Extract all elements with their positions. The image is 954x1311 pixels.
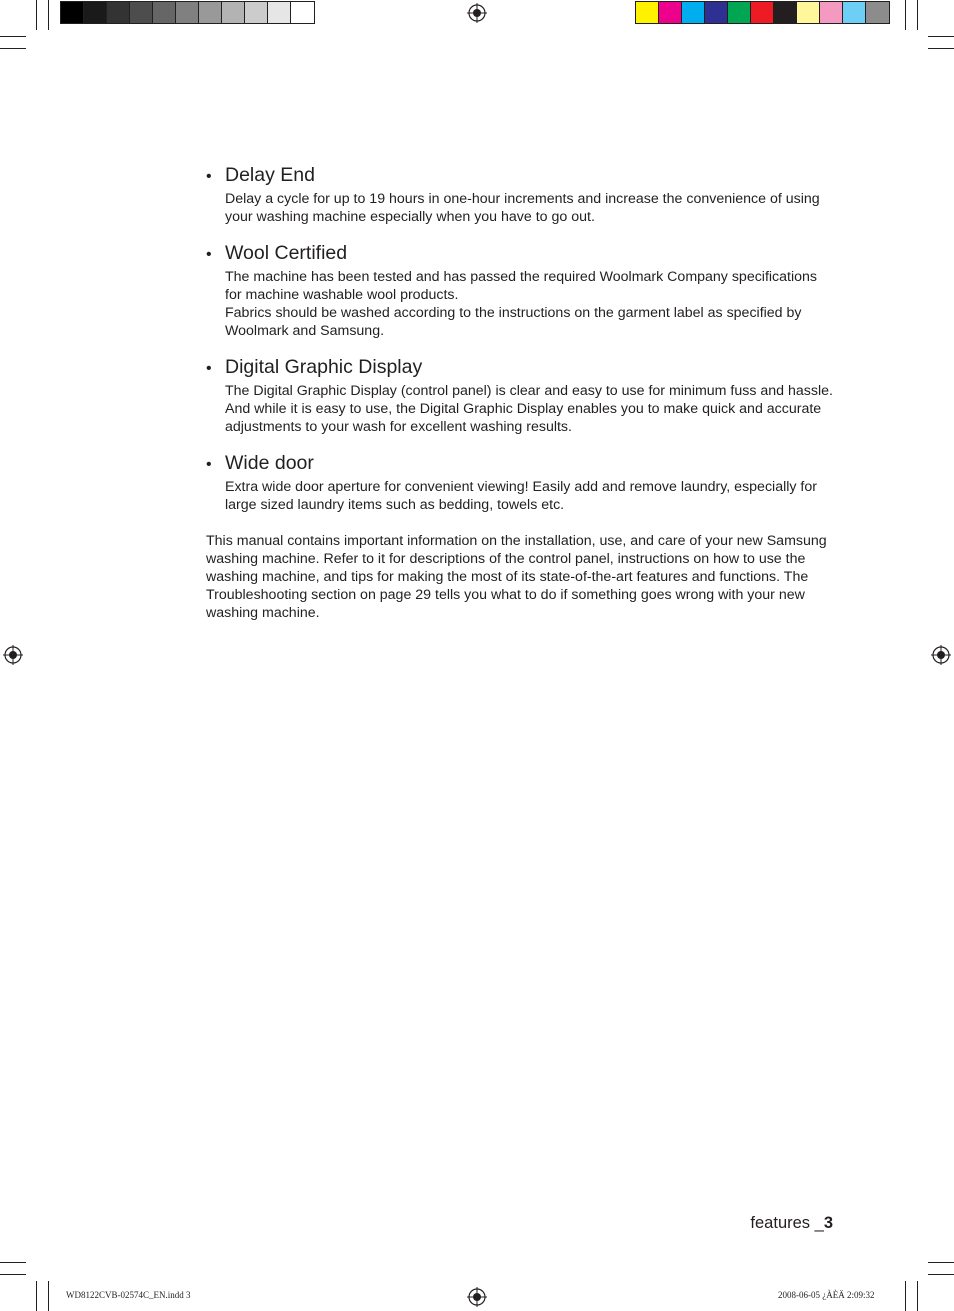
crop-mark bbox=[0, 48, 26, 49]
crop-mark bbox=[0, 36, 26, 37]
crop-mark bbox=[0, 1262, 26, 1263]
color-swatch bbox=[774, 2, 797, 23]
crop-mark bbox=[928, 1274, 954, 1275]
color-swatch bbox=[728, 2, 751, 23]
crop-mark bbox=[36, 1281, 37, 1311]
feature-delay-end bbox=[206, 162, 836, 226]
bullet-icon: • bbox=[206, 360, 212, 377]
section-name: features _ bbox=[750, 1214, 824, 1232]
page-folio bbox=[750, 1214, 833, 1233]
page-number: 3 bbox=[823, 1214, 833, 1232]
color-swatch bbox=[291, 2, 314, 23]
color-swatch bbox=[245, 2, 268, 23]
crop-mark bbox=[917, 0, 918, 30]
color-swatch bbox=[797, 2, 820, 23]
color-swatch bbox=[866, 2, 889, 23]
color-swatch bbox=[268, 2, 291, 23]
color-swatch bbox=[751, 2, 774, 23]
color-swatch bbox=[61, 2, 84, 23]
registration-mark-icon bbox=[467, 3, 487, 23]
color-swatch bbox=[222, 2, 245, 23]
color-swatch bbox=[843, 2, 866, 23]
feature-description: The machine has been tested and has passed the required Woolmark Company specifications for machine washable wool products. bbox=[225, 269, 818, 303]
features-content bbox=[206, 162, 836, 636]
color-swatch bbox=[153, 2, 176, 23]
bullet-icon: • bbox=[206, 168, 212, 185]
feature-description: The Digital Graphic Display (control panel) is clear and easy to use for minimum fuss and hassle. And while it is easy to use, the Digital Graphic Display enables you to make quick and accurate adjustments to your wash for excellent washing results. bbox=[225, 383, 833, 435]
feature-description: Fabrics should be washed according to the instructions on the garment label as specified by Woolmark and Samsung. bbox=[225, 305, 802, 339]
color-swatch bbox=[84, 2, 107, 23]
crop-mark bbox=[905, 1281, 906, 1311]
feature-title: Wool Certified bbox=[225, 242, 348, 264]
color-swatch bbox=[659, 2, 682, 23]
color-swatch bbox=[107, 2, 130, 23]
feature-wool-certified bbox=[206, 240, 836, 340]
feature-description: Extra wide door aperture for convenient viewing! Easily add and remove laundry, especially for large sized laundry items such as bedding, towels etc. bbox=[225, 479, 817, 513]
file-slug: WD8122CVB-02574C_EN.indd 3 bbox=[66, 1290, 191, 1300]
process-color-bar bbox=[635, 1, 890, 24]
grayscale-color-bar bbox=[60, 1, 315, 24]
registration-mark-icon bbox=[3, 645, 23, 665]
crop-mark bbox=[905, 0, 906, 30]
color-swatch bbox=[176, 2, 199, 23]
color-swatch bbox=[705, 2, 728, 23]
registration-mark-icon bbox=[931, 645, 951, 665]
registration-mark-icon bbox=[467, 1287, 487, 1307]
intro-paragraph: This manual contains important information on the installation, use, and care of your new Samsung washing machine. Refer to it for descriptions of the control panel, instructions on how to use the washing machine, and tips for making the most of its state-of-the-art features and functions. The Troubleshooting section on page 29 tells you what to do if something goes wrong with your new washing machine. bbox=[206, 533, 827, 621]
feature-wide-door bbox=[206, 450, 836, 514]
feature-title: Delay End bbox=[225, 164, 315, 186]
crop-mark bbox=[48, 1281, 49, 1311]
color-swatch bbox=[682, 2, 705, 23]
crop-mark bbox=[928, 48, 954, 49]
bullet-icon: • bbox=[206, 456, 212, 473]
crop-mark bbox=[36, 0, 37, 30]
crop-mark bbox=[928, 36, 954, 37]
crop-mark bbox=[48, 0, 49, 30]
feature-description: Delay a cycle for up to 19 hours in one-hour increments and increase the convenience of using your washing machine especially when you have to go out. bbox=[225, 191, 820, 225]
feature-digital-graphic-display bbox=[206, 354, 836, 436]
color-swatch bbox=[130, 2, 153, 23]
crop-mark bbox=[928, 1262, 954, 1263]
color-swatch bbox=[636, 2, 659, 23]
crop-mark bbox=[917, 1281, 918, 1311]
color-swatch bbox=[199, 2, 222, 23]
feature-title: Digital Graphic Display bbox=[225, 356, 423, 378]
bullet-icon: • bbox=[206, 246, 212, 263]
color-swatch bbox=[820, 2, 843, 23]
feature-title: Wide door bbox=[225, 452, 314, 474]
date-slug: 2008-06-05 ¿ÀÈÄ 2:09:32 bbox=[778, 1290, 875, 1300]
crop-mark bbox=[0, 1274, 26, 1275]
